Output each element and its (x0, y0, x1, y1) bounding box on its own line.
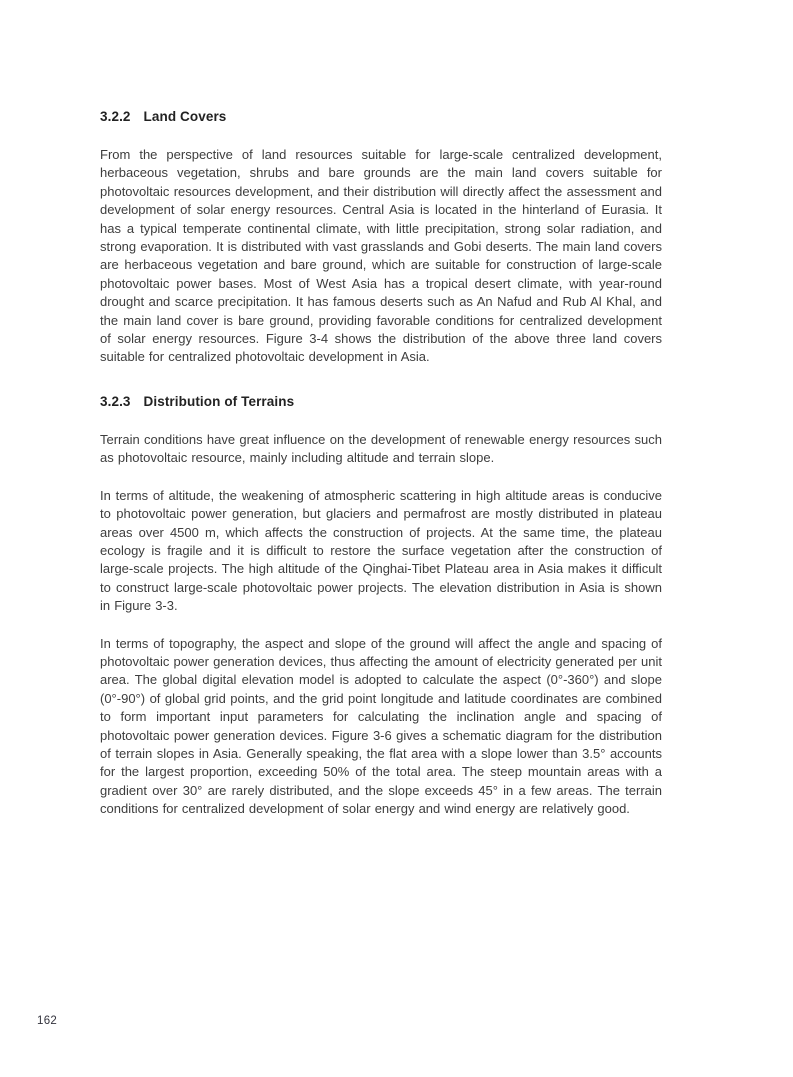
paragraph-land-covers: From the perspective of land resources suitable for large-scale centralized development, herbaceous vegetation, shrubs and bare grounds are the main land covers suitable for photovoltaic resources development, and their distribution will directly affect the assessment and development of solar energy resources. Central Asia is located in the hinterland of Eurasia. It has a typical temperate continental climate, with little precipitation, strong solar radiation, and strong evaporation. It is distributed with vast grasslands and Gobi deserts. The main land covers are herbaceous vegetation and bare ground, which are suitable for construction of large-scale photovoltaic power bases. Most of West Asia has a tropical desert climate, with year-round drought and scarce precipitation. It has famous deserts such as An Nafud and Rub Al Khal, and the main land cover is bare ground, providing favorable conditions for centralized development of solar energy resources. Figure 3-4 shows the distribution of the above three land covers suitable for centralized photovoltaic development in Asia. (100, 147, 662, 365)
section-number: 3.2.2 (100, 109, 131, 124)
paragraph-terrain-intro: Terrain conditions have great influence on the development of renewable energy resources such as photovoltaic resource, mainly including altitude and terrain slope. (100, 431, 662, 466)
page-content (100, 108, 662, 838)
paragraph-altitude: In terms of altitude, the weakening of atmospheric scattering in high altitude areas is conducive to photovoltaic power generation, but glaciers and permafrost are mostly distributed in plateau areas over 4500 m, which affects the construction of projects. At the same time, the plateau ecology is fragile and it is difficult to restore the surface vegetation after the construction of large-scale projects. The high altitude of the Qinghai-Tibet Plateau area in Asia makes it difficult to construct large-scale photovoltaic power projects. The elevation distribution in Asia is shown in Figure 3-3. (100, 487, 662, 614)
section-number: 3.2.3 (100, 393, 131, 409)
section-title: Land Covers (143, 109, 227, 124)
section-heading-3-2-2 (100, 108, 662, 126)
page-number: 162 (37, 1015, 58, 1027)
section-title: Distribution of Terrains (143, 393, 295, 409)
paragraph-topography: In terms of topography, the aspect and slope of the ground will affect the angle and spacing of photovoltaic power generation devices, thus affecting the amount of electricity generated per unit area. The global digital elevation model is adopted to calculate the aspect (0°-360°) and slope (0°-90°) of global grid points, and the grid point longitude and latitude coordinates are combined to form important input parameters for calculating the inclination angle and spacing of photovoltaic power generation devices. Figure 3-6 gives a schematic diagram for the distribution of terrain slopes in Asia. Generally speaking, the flat area with a slope lower than 3.5° accounts for the largest proportion, exceeding 50% of the total area. The steep mountain areas with a gradient over 30° are rarely distributed, and the slope exceeds 45° in a few areas. The terrain conditions for centralized development of solar energy and wind energy are relatively good. (100, 635, 662, 817)
section-heading-3-2-3 (100, 393, 662, 411)
